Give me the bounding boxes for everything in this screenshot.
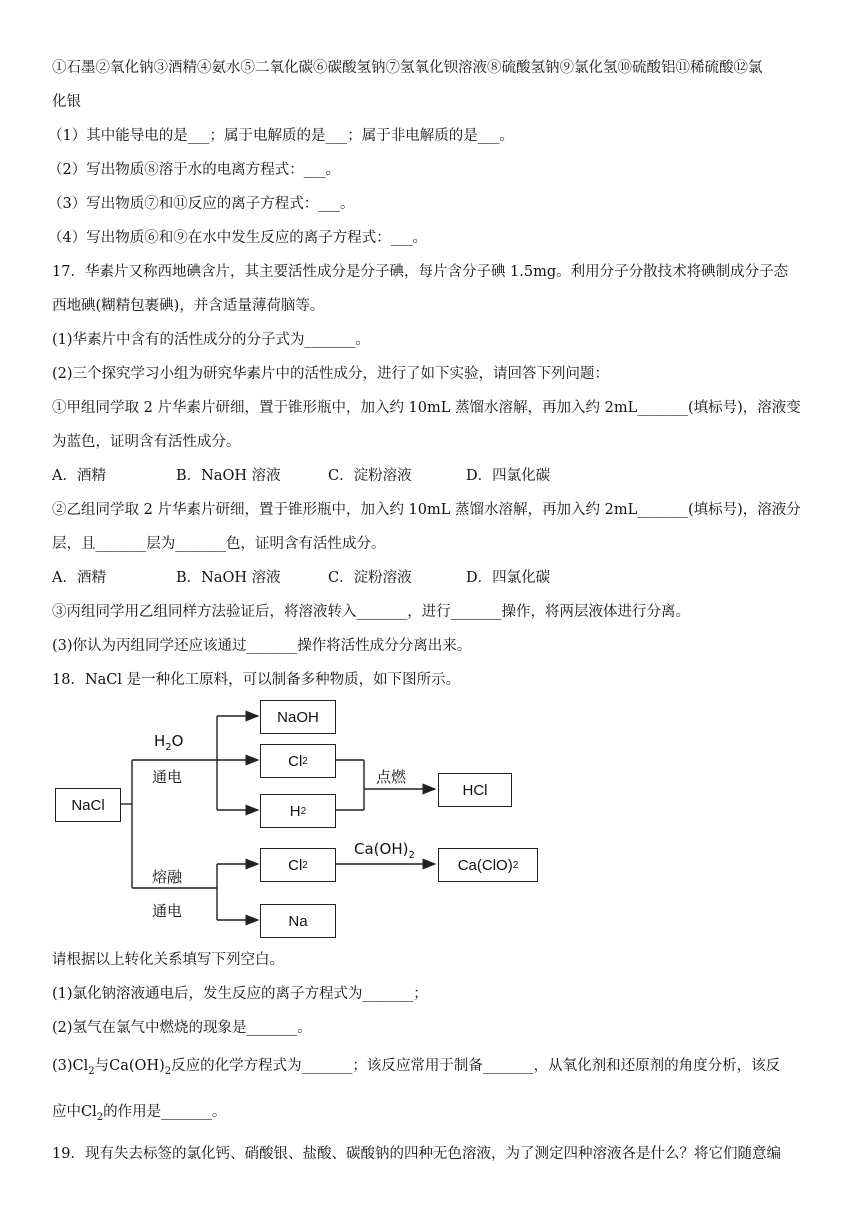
option-b: B．NaOH 溶液 bbox=[176, 570, 281, 586]
na-box: Na bbox=[260, 904, 336, 938]
q17-group-a-line1: ①甲组同学取 2 片华素片研细，置于锥形瓶中，加入约 10mL 蒸馏水溶解，再加入约 2mL_______(填标号)，溶液变 bbox=[52, 400, 801, 416]
electrolysis-label-lower: 通电 bbox=[152, 902, 183, 920]
q16-sub2: （2）写出物质⑧溶于水的电离方程式：___。 bbox=[48, 162, 340, 178]
h2-box: H 2 bbox=[260, 794, 336, 828]
caoh2-label: $Ca(OH)_2$ bbox=[354, 840, 415, 861]
q18-intro: 请根据以上转化关系填写下列空白。 bbox=[52, 952, 284, 968]
option-d: D．四氯化碳 bbox=[466, 468, 551, 484]
option-a: A．酒精 bbox=[52, 570, 106, 586]
molten-label: 熔融 bbox=[152, 868, 183, 886]
nacl-conversion-diagram bbox=[52, 694, 552, 944]
q16-sub3: （3）写出物质⑦和⑪反应的离子方程式：___。 bbox=[48, 196, 355, 212]
cl2-box-top: Cl 2 bbox=[260, 744, 336, 778]
q17-group-a-line2: 为蓝色，证明含有活性成分。 bbox=[52, 434, 241, 450]
ignite-label: 点燃 bbox=[376, 768, 407, 786]
q17-part1: (1)华素片中含有的活性成分的分子式为_______。 bbox=[52, 332, 370, 348]
nacl-box: NaCl bbox=[55, 788, 121, 822]
naoh-box: NaOH bbox=[260, 700, 336, 734]
q17-part2: (2)三个探究学习小组为研究华素片中的活性成分，进行了如下实验，请回答下列问题： bbox=[52, 366, 610, 382]
q17-options-b bbox=[52, 568, 550, 588]
q18-part1: (1)氯化钠溶液通电后，发生反应的离子方程式为_______； bbox=[52, 986, 428, 1002]
caclo2-box: Ca(ClO) 2 bbox=[438, 848, 538, 882]
q17-stem-line1: 17．华素片又称西地碘含片，其主要活性成分是分子碘，每片含分子碘 1.5mg。利用分子分散技术将碘制成分子态 bbox=[52, 264, 789, 280]
hcl-box: HCl bbox=[438, 773, 512, 807]
q16-sub4: （4）写出物质⑥和⑨在水中发生反应的离子方程式：___。 bbox=[48, 230, 427, 246]
q17-group-b-line1: ②乙组同学取 2 片华素片研细，置于锥形瓶中，加入约 10mL 蒸馏水溶解，再加入约 2mL_______(填标号)，溶液分 bbox=[52, 502, 801, 518]
option-b: B．NaOH 溶液 bbox=[176, 468, 281, 484]
q18-stem: 18．NaCl 是一种化工原料，可以制备多种物质，如下图所示。 bbox=[52, 672, 461, 688]
q16-materials-line2: 化银 bbox=[52, 94, 81, 110]
q16-materials-line1: ①石墨②氧化钠③酒精④氨水⑤二氧化碳⑥碳酸氢钠⑦氢氧化钡溶液⑧硫酸氢钠⑨氯化氢⑩硫酸铝⑪稀硫酸⑫氯 bbox=[52, 60, 763, 76]
option-c: C．淀粉溶液 bbox=[328, 570, 412, 586]
q16-sub1: （1）其中能导电的是___；属于电解质的是___；属于非电解质的是___。 bbox=[48, 128, 514, 144]
electrolysis-label-upper: 通电 bbox=[152, 768, 183, 786]
q18-part3-line1: $(3)Cl_2$与$Ca(OH)_2$反应的化学方程式为_______；该反应常用于制备_______，从氧化剂和还原剂的角度分析，该反 bbox=[52, 1058, 781, 1077]
h2o-label: $H_2O$ bbox=[154, 732, 184, 753]
q17-options-a bbox=[52, 466, 550, 486]
option-d: D．四氯化碳 bbox=[466, 570, 551, 586]
option-a: A．酒精 bbox=[52, 468, 106, 484]
cl2-box-bottom: Cl 2 bbox=[260, 848, 336, 882]
q19-stem: 19．现有失去标签的氯化钙、硝酸银、盐酸、碳酸钠的四种无色溶液，为了测定四种溶液各是什么？将它们随意编 bbox=[52, 1146, 781, 1162]
q17-part3: (3)你认为丙组同学还应该通过_______操作将活性成分分离出来。 bbox=[52, 638, 472, 654]
option-c: C．淀粉溶液 bbox=[328, 468, 412, 484]
q18-part2: (2)氢气在氯气中燃烧的现象是_______。 bbox=[52, 1020, 312, 1036]
q17-group-c: ③丙组同学用乙组同样方法验证后，将溶液转入_______，进行_______操作，将两层液体进行分离。 bbox=[52, 604, 690, 620]
q18-part3-line2: 应中$Cl_2$的作用是_______。 bbox=[52, 1104, 227, 1123]
q17-group-b-line2: 层，且_______层为_______色，证明含有活性成分。 bbox=[52, 536, 386, 552]
q17-stem-line2: 西地碘(糊精包裹碘)，并含适量薄荷脑等。 bbox=[52, 298, 325, 314]
